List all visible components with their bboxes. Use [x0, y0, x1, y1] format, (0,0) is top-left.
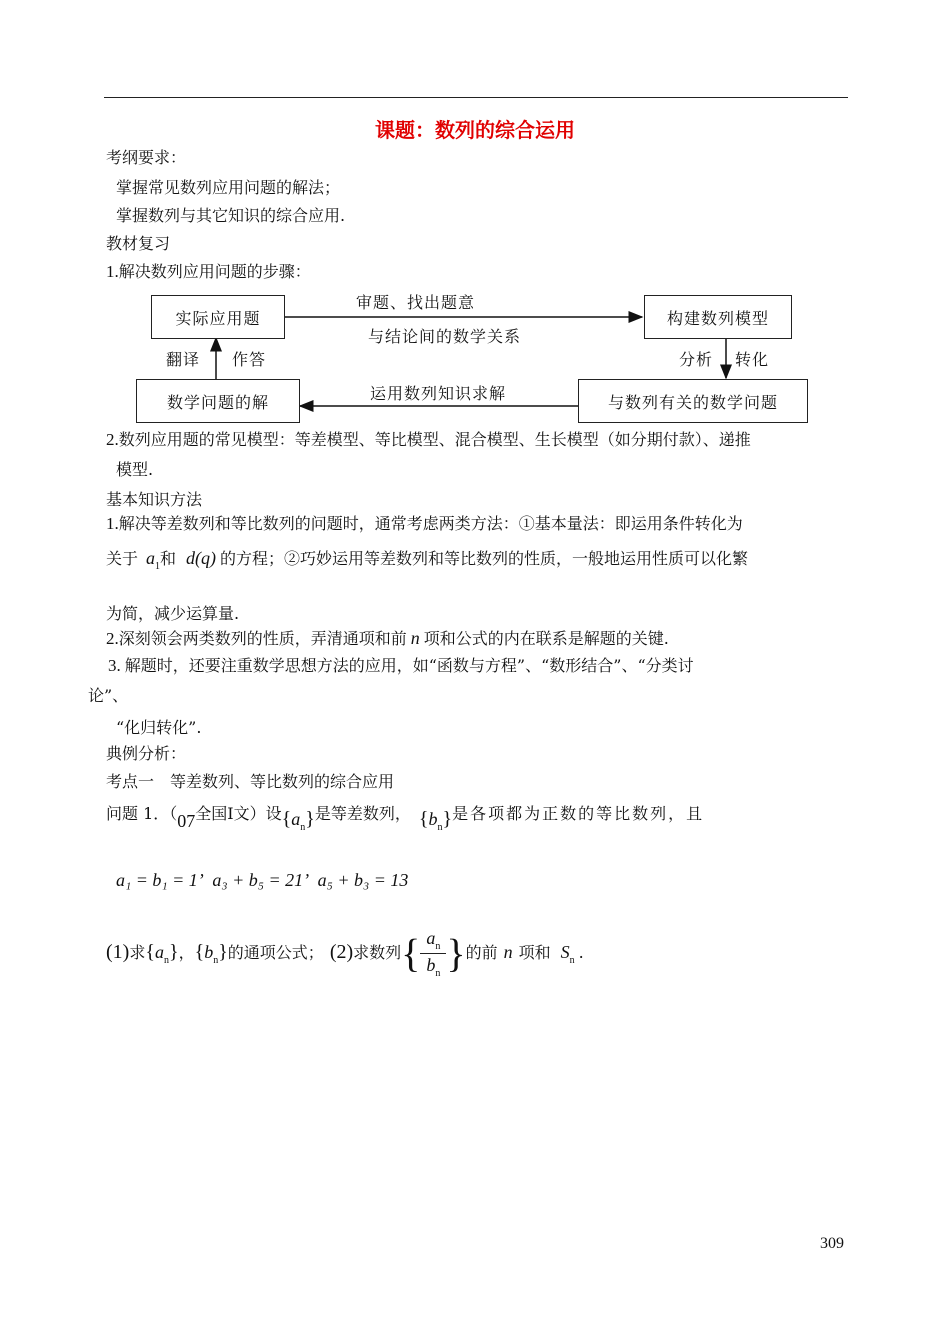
math-var: S — [560, 942, 570, 962]
math-subscript: n — [435, 941, 441, 952]
problem-1-conditions — [116, 870, 408, 890]
math-subscript: n — [300, 822, 306, 833]
text-fragment: 的通项公式； — [227, 943, 324, 962]
arrow-left-label-right: 作答 — [232, 350, 267, 369]
math-var: b — [204, 942, 214, 962]
condition-2: a₃ + b₅ = 21’ — [212, 870, 308, 890]
math-subscript: n — [213, 955, 219, 966]
math-a1 — [146, 548, 161, 572]
methods-heading: 基本知识方法 — [106, 490, 203, 509]
text-fragment: 项和 — [518, 943, 551, 962]
methods-item-3-line-2: 论”、 — [88, 686, 129, 705]
syllabus-item-1: 掌握常见数列应用问题的解法； — [116, 178, 341, 197]
math-var: a — [291, 809, 301, 829]
box-applied-problem: 实际应用题 — [151, 295, 285, 339]
text-fragment: 的方程；②巧妙运用等差数列和等比数列的性质，一般地运用性质可以化繁 — [220, 549, 749, 568]
math-n: n — [503, 942, 513, 962]
item-number: 1. — [106, 262, 119, 281]
text-fragment: 是等差数列， — [314, 804, 411, 823]
methods-item-3-line-1 — [108, 656, 694, 676]
math-var: a — [154, 942, 164, 962]
arrow-right-label-left: 分析 — [679, 350, 714, 369]
condition-1: a₁ = b₁ = 1’ — [116, 870, 202, 890]
brace-left: { — [401, 930, 421, 976]
text-fragment: 项和公式的内在联系是解题的关键. — [423, 629, 669, 648]
methods-item-1-line-2 — [106, 548, 748, 572]
problem-label: 问题 1．（ — [106, 804, 178, 823]
math-subscript: n — [435, 968, 441, 979]
arrow-left-label-left: 翻译 — [166, 350, 201, 369]
question-2-number: (2) — [329, 941, 354, 963]
math-dq: d(q) — [186, 548, 217, 568]
text-fragment: . — [578, 943, 584, 962]
fraction-denominator — [420, 954, 446, 980]
methods-item-3-line-3: “化归转化”. — [116, 718, 202, 737]
review-item-2-line-2: 模型. — [116, 460, 154, 479]
condition-3: a₅ + b₃ = 13 — [317, 870, 409, 890]
text-fragment: ， — [178, 943, 195, 962]
review-item-2-text: 数列应用题的常见模型：等差模型、等比模型、混合模型、生长模型（如分期付款）、递推 — [118, 430, 751, 449]
methods-item-1-line-3: 为简，减少运算量. — [106, 604, 240, 623]
fraction-numerator — [420, 927, 446, 954]
item-number: 3. — [108, 656, 121, 675]
page-title: 课题：数列的综合运用 — [375, 118, 575, 142]
text-fragment: 关于 — [106, 549, 139, 568]
page-number: 309 — [820, 1235, 844, 1252]
item-number: 2. — [106, 629, 119, 648]
methods-item-1-line-1 — [106, 514, 743, 534]
arrow-bottom-label: 运用数列知识求解 — [370, 384, 507, 403]
math-var: a — [426, 928, 436, 948]
flow-arrows — [0, 0, 950, 430]
box-build-model: 构建数列模型 — [644, 295, 792, 339]
review-item-1-text: 解决数列应用问题的步骤： — [118, 262, 311, 281]
review-heading: 教材复习 — [106, 234, 171, 253]
math-var: b — [428, 809, 438, 829]
problem-1-line-1 — [106, 803, 705, 833]
math-subscript: n — [163, 955, 169, 966]
problem-year: 07 — [177, 811, 196, 831]
math-subscript: n — [437, 822, 443, 833]
syllabus-item-2: 掌握数列与其它知识的综合应用. — [116, 206, 346, 225]
text-fragment: 和 — [160, 549, 177, 568]
box-solution: 数学问题的解 — [136, 379, 300, 423]
arrow-top-label-1: 审题、找出题意 — [356, 293, 476, 312]
set-an: $\{a_n\}$ — [281, 808, 315, 833]
set-bn: $\{b_n\}$ — [418, 808, 453, 833]
text-fragment: 求数列 — [353, 943, 402, 962]
set-an: $\{a_n\}$ — [145, 941, 179, 966]
brace-right: } — [446, 930, 466, 976]
arrow-top-label-2: 与结论间的数学关系 — [368, 327, 522, 346]
text-fragment: 深刻领会两类数列的性质，弄清通项和前 — [118, 629, 407, 648]
math-subscript: 1 — [155, 561, 161, 572]
math-n: n — [410, 628, 420, 648]
methods-item-2 — [106, 628, 669, 649]
problem-1-questions — [106, 920, 584, 984]
text-fragment: 求 — [129, 943, 146, 962]
question-1-number: (1) — [106, 941, 130, 963]
set-bn: $\{b_n\}$ — [194, 941, 228, 966]
math-subscript: n — [569, 955, 575, 966]
arrow-right-label-right: 转化 — [735, 350, 770, 369]
methods-item-1-text: 解决等差数列和等比数列的问题时，通常考虑两类方法：①基本量法：即运用条件转化为 — [118, 514, 743, 533]
text-fragment: 解题时，还要注重数学思想方法的应用，如“函数与方程”、“数形结合”、“分类讨 — [124, 656, 694, 675]
fraction-an-over-bn — [420, 927, 446, 980]
math-var: a — [146, 548, 156, 568]
text-fragment: 的前 — [465, 943, 498, 962]
math-Sn — [560, 942, 575, 966]
box-related-problem: 与数列有关的数学问题 — [578, 379, 808, 423]
examples-heading: 典例分析： — [106, 744, 187, 763]
text-fragment: 全国Ⅰ文）设 — [195, 804, 282, 823]
review-item-2-line-1 — [106, 430, 751, 450]
math-var: b — [426, 955, 436, 975]
item-number: 1. — [106, 514, 119, 533]
text-fragment: 是各项都为正数的等比数列，且 — [452, 804, 705, 823]
examples-point: 考点一 等差数列、等比数列的综合应用 — [106, 772, 395, 791]
item-number: 2. — [106, 430, 119, 449]
syllabus-heading: 考纲要求： — [106, 148, 187, 167]
